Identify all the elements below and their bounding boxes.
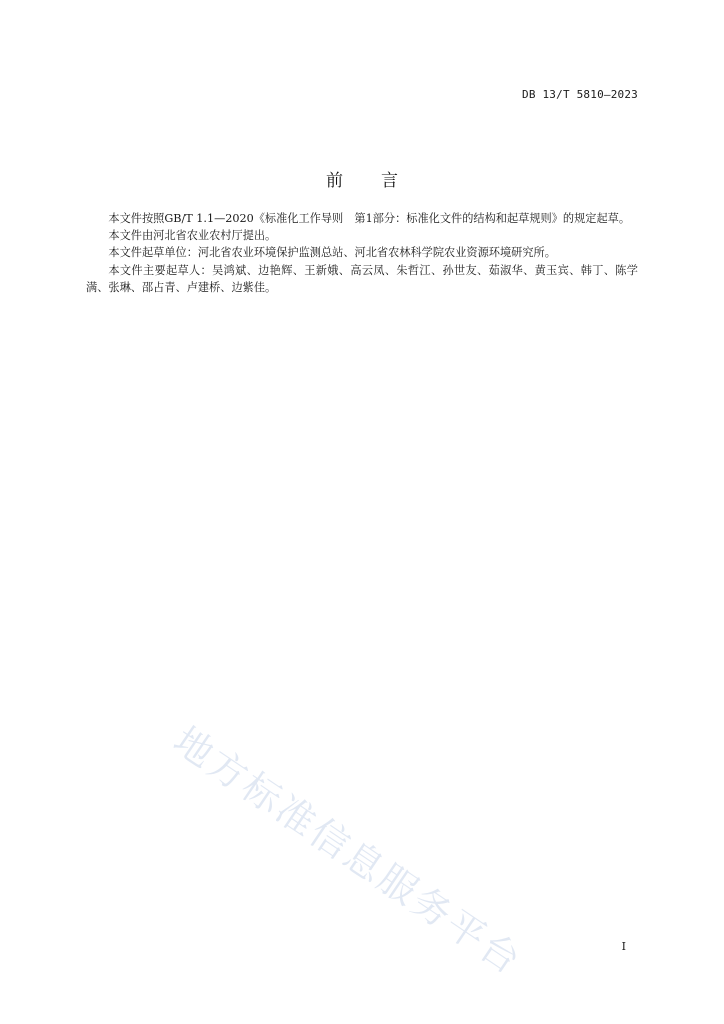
- watermark-text: 地方标准信息服务平台: [165, 718, 531, 984]
- paragraph-drafters: 本文件主要起草人：吴鸿斌、边艳辉、王新娥、高云凤、朱哲江、孙世友、茹淑华、黄玉宾、韩丁、陈学满、张琳、邵占青、卢建桥、边紫佳。: [86, 263, 638, 294]
- paragraph-drafting-rules: 本文件按照GB/T 1.1—2020《标准化工作导则 第1部分：标准化文件的结构和起草规则》的规定起草。: [108, 212, 631, 225]
- paragraph-drafting-units: 本文件起草单位：河北省农业环境保护监测总站、河北省农林科学院农业资源环境研究所。: [108, 246, 556, 260]
- page-number: I: [621, 940, 626, 953]
- foreword-body: [86, 210, 638, 296]
- document-code: DB 13/T 5810—2023: [522, 88, 638, 101]
- paragraph-proposer: 本文件由河北省农业农村厅提出。: [108, 229, 277, 243]
- section-title: 前言: [326, 171, 436, 191]
